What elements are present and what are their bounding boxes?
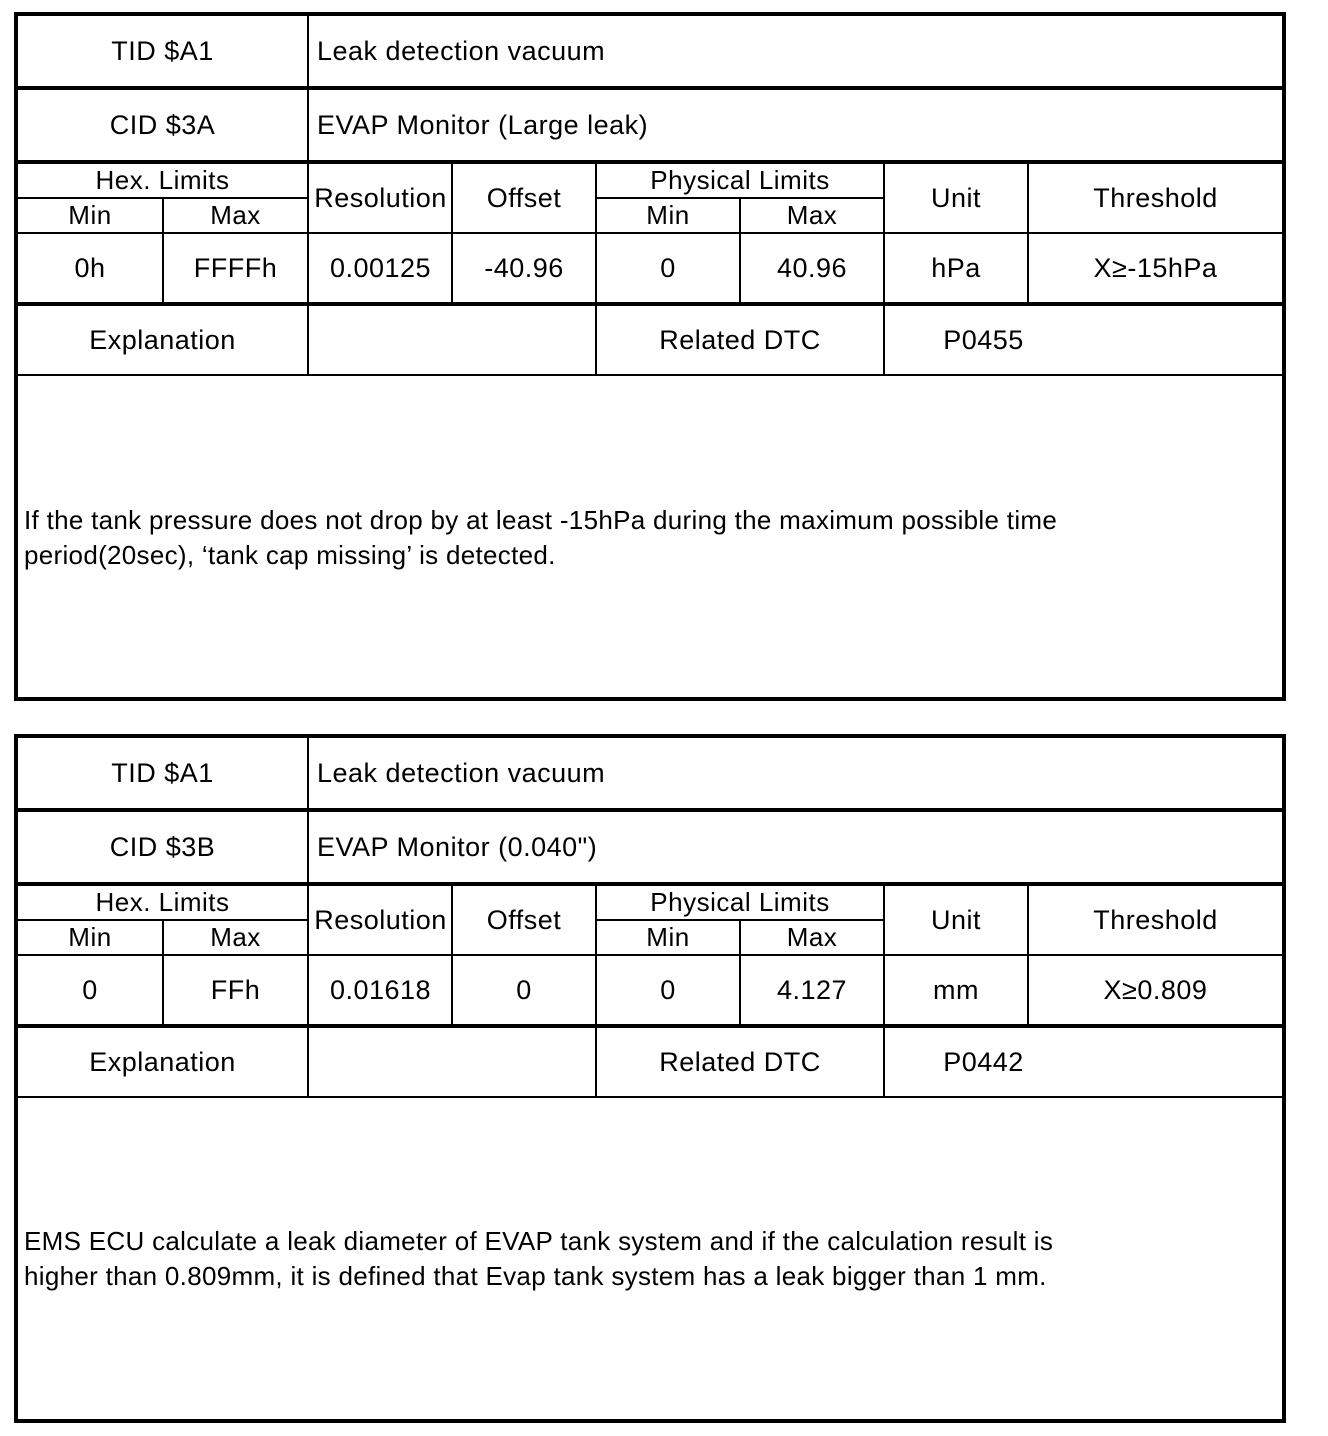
phys-min-value: 0	[660, 252, 676, 283]
explanation-label: Explanation	[89, 324, 236, 355]
hex-limits-header: Hex. Limits	[95, 887, 230, 917]
threshold-header: Threshold	[1093, 904, 1218, 935]
phys-min-header: Min	[646, 200, 690, 230]
phys-max-header: Max	[786, 922, 838, 952]
values-row	[18, 956, 1282, 1024]
explanation-line-2: period(20sec), ‘tank cap missing’ is detected.	[24, 540, 556, 570]
explanation-body	[18, 1098, 1282, 1419]
phys-max-value: 4.127	[776, 974, 848, 1005]
hex-min-value: 0h	[74, 252, 106, 283]
explanation-line-2: higher than 0.809mm, it is defined that Evap tank system has a leak bigger than 1 mm.	[24, 1261, 1047, 1291]
phys-min-header: Min	[646, 922, 690, 952]
explanation-line-1: EMS ECU calculate a leak diameter of EVAP tank system and if the calculation result is	[24, 1226, 1054, 1256]
unit-header: Unit	[930, 182, 981, 213]
cid-label: CID $3A	[109, 109, 216, 140]
cid-description: EVAP Monitor (0.040")	[317, 831, 598, 862]
hex-min-header: Min	[68, 922, 112, 952]
monitor-table-2	[14, 734, 1286, 1423]
offset-value: 0	[516, 974, 532, 1005]
hex-max-header: Max	[210, 200, 261, 230]
physical-limits-header: Physical Limits	[650, 887, 830, 917]
hex-min-header: Min	[68, 200, 112, 230]
hex-max-value: FFh	[210, 974, 261, 1005]
explanation-body	[18, 376, 1282, 697]
tid-description: Leak detection vacuum	[317, 757, 606, 788]
monitor-table-1	[14, 12, 1286, 701]
threshold-value: X≥0.809	[1103, 974, 1208, 1005]
cid-label: CID $3B	[109, 831, 216, 862]
related-dtc-label: Related DTC	[659, 324, 821, 355]
physical-limits-header: Physical Limits	[650, 165, 830, 195]
threshold-value: X≥-15hPa	[1093, 252, 1218, 283]
unit-value: mm	[933, 974, 979, 1005]
related-dtc-value: P0455	[943, 324, 1024, 355]
explanation-text	[24, 503, 1232, 573]
related-dtc-value: P0442	[943, 1046, 1024, 1077]
unit-header: Unit	[930, 904, 981, 935]
resolution-header: Resolution	[314, 182, 447, 213]
tid-row	[18, 738, 1282, 808]
phys-max-value: 40.96	[776, 252, 848, 283]
explanation-label: Explanation	[89, 1046, 236, 1077]
offset-header: Offset	[486, 182, 562, 213]
related-dtc-label: Related DTC	[659, 1046, 821, 1077]
cid-row	[18, 90, 1282, 160]
offset-header: Offset	[486, 904, 562, 935]
resolution-value: 0.01618	[329, 974, 432, 1005]
tid-row	[18, 16, 1282, 86]
header-row	[18, 886, 1282, 954]
explanation-blank	[309, 1028, 595, 1096]
cid-row	[18, 812, 1282, 882]
resolution-value: 0.00125	[329, 252, 432, 283]
phys-min-value: 0	[660, 974, 676, 1005]
hex-limits-header: Hex. Limits	[95, 165, 230, 195]
hex-max-value: FFFFh	[193, 252, 278, 283]
explanation-blank	[309, 306, 595, 374]
values-row	[18, 234, 1282, 302]
header-row	[18, 164, 1282, 232]
explanation-line-1: If the tank pressure does not drop by at least -15hPa during the maximum possible time	[24, 505, 1058, 535]
offset-value: -40.96	[484, 252, 564, 283]
cid-description: EVAP Monitor (Large leak)	[317, 109, 649, 140]
hex-max-header: Max	[210, 922, 261, 952]
threshold-header: Threshold	[1093, 182, 1218, 213]
explanation-dtc-row	[18, 306, 1282, 374]
unit-value: hPa	[931, 252, 981, 283]
explanation-dtc-row	[18, 1028, 1282, 1096]
explanation-text	[24, 1224, 1232, 1294]
tid-description: Leak detection vacuum	[317, 35, 606, 66]
resolution-header: Resolution	[314, 904, 447, 935]
hex-min-value: 0	[82, 974, 98, 1005]
phys-max-header: Max	[786, 200, 838, 230]
tid-label: TID $A1	[111, 757, 214, 788]
tid-label: TID $A1	[111, 35, 214, 66]
